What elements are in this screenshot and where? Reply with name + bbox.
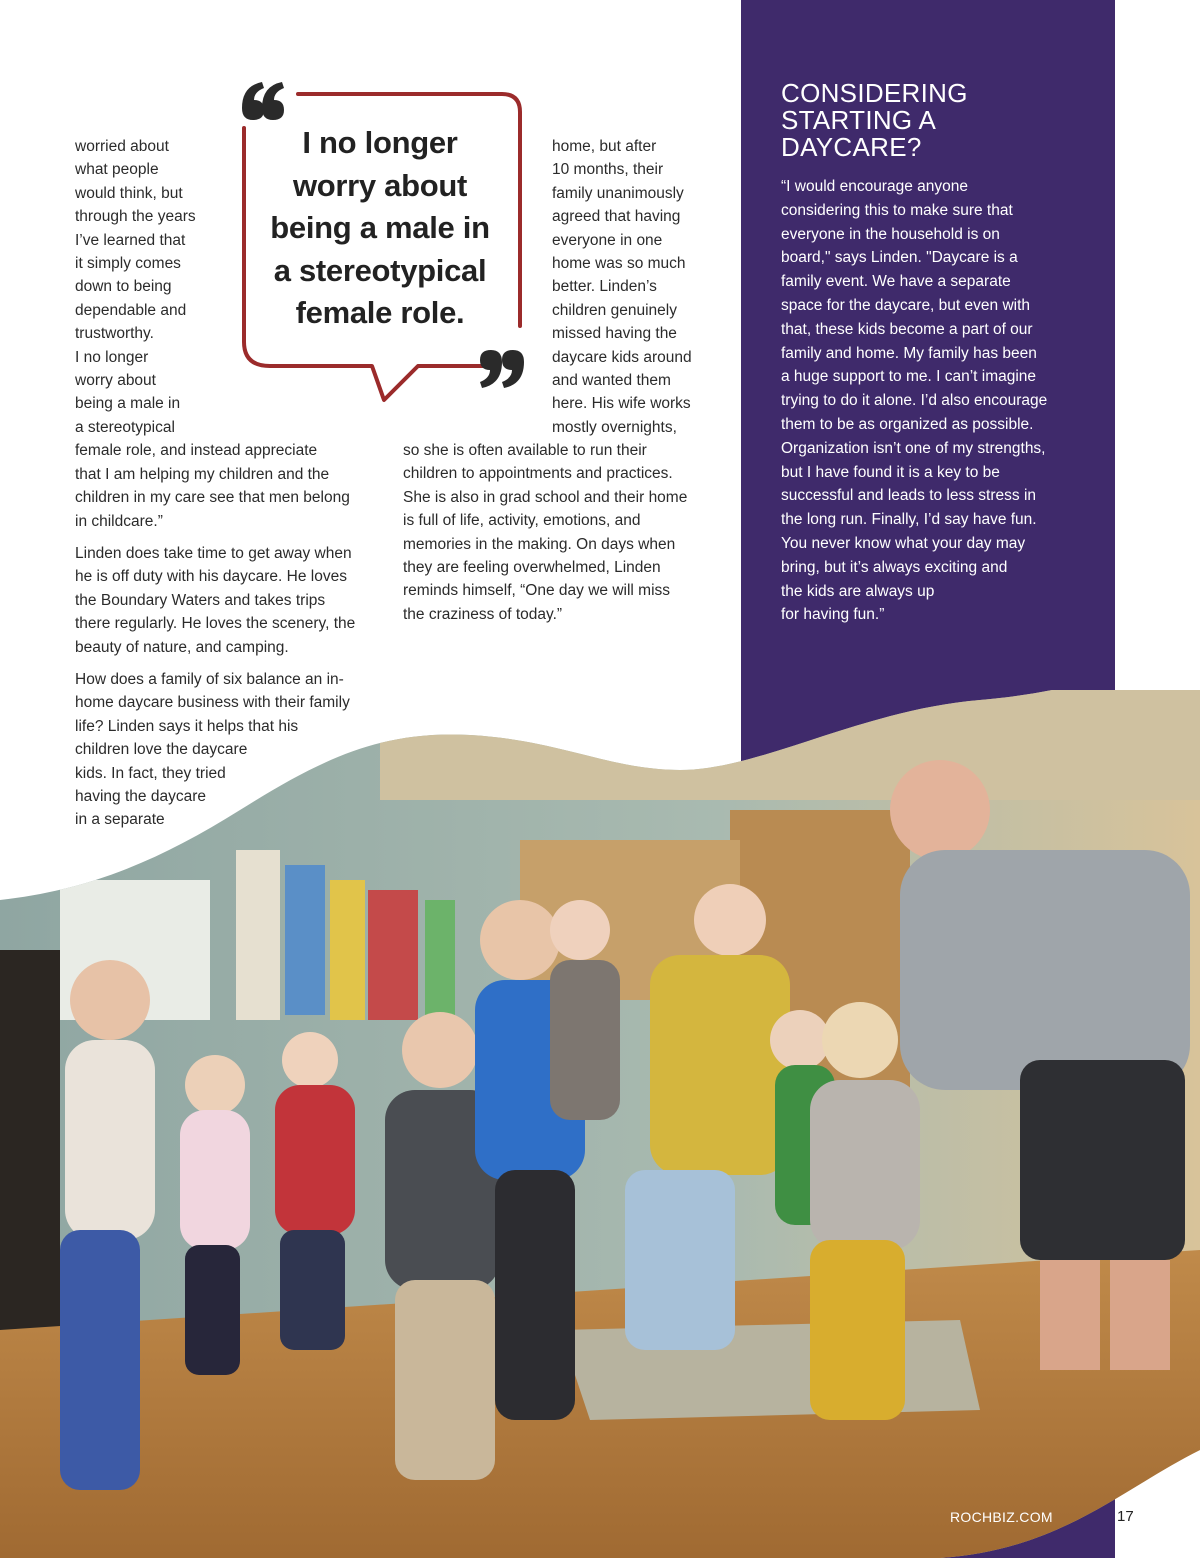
text-line: being a male in xyxy=(75,395,181,413)
text-line: children to appointments and practices. xyxy=(403,465,673,483)
text-line: there regularly. He loves the scenery, the xyxy=(75,615,356,633)
sidebar-body-line: them to be as organized as possible. xyxy=(781,415,1034,433)
pull-quote-line: a stereotypical xyxy=(273,252,487,288)
text-line: agreed that having xyxy=(552,208,681,226)
sidebar-body-line: board," says Linden. "Daycare is a xyxy=(781,249,1018,267)
sidebar-body-line: Organization isn’t one of my strengths, xyxy=(781,439,1046,457)
text-line: home, but after xyxy=(552,138,657,155)
text-line: reminds himself, “One day we will miss xyxy=(403,582,671,600)
footer-url: ROCHBIZ.COM xyxy=(950,1509,1053,1525)
text-line: in childcare.” xyxy=(75,512,163,530)
text-line: and wanted them xyxy=(552,372,671,390)
sidebar-body-line: You never know what your day may xyxy=(781,534,1026,552)
text-line: through the years xyxy=(75,208,196,226)
sidebar-body-line: the kids are always up xyxy=(781,582,935,600)
text-line: mostly overnights, xyxy=(552,418,677,436)
text-line: children genuinely xyxy=(552,301,677,319)
sidebar-body-line: space for the daycare, but even with xyxy=(781,296,1031,314)
sidebar-body-line: a huge support to me. I can’t imagine xyxy=(781,368,1037,386)
adult-figure xyxy=(550,900,620,1120)
paragraph-gap xyxy=(75,533,385,542)
text-line: he is off duty with his daycare. He loves xyxy=(75,568,347,586)
text-line: that I am helping my children and the xyxy=(75,465,330,483)
sidebar-body-line: that, these kids become a part of our xyxy=(781,320,1033,338)
sidebar-body-line: for having fun.” xyxy=(781,606,885,624)
sidebar-title xyxy=(781,80,1081,161)
text-line: children in my care see that men belong xyxy=(75,489,350,507)
pull-quote-line: worry about xyxy=(292,167,468,203)
text-line: the Boundary Waters and takes trips xyxy=(75,591,326,609)
paragraph-gap xyxy=(75,659,385,668)
sidebar-body-line: “I would encourage anyone xyxy=(781,178,968,195)
text-line: a stereotypical xyxy=(75,418,175,436)
text-line: children love the daycare xyxy=(75,741,248,759)
sidebar-body-line: the long run. Finally, I’d say have fun. xyxy=(781,511,1037,529)
text-line: beauty of nature, and camping. xyxy=(75,638,289,656)
text-line: life? Linden says it helps that his xyxy=(75,717,299,735)
sidebar-body-text xyxy=(781,175,1081,627)
sidebar-title-line: STARTING A xyxy=(781,105,937,135)
sidebar-body-line: but I have found it is a key to be xyxy=(781,463,1000,481)
sidebar-title-line: CONSIDERING xyxy=(781,78,968,108)
text-line: I’ve learned that xyxy=(75,231,186,249)
daycare-photo xyxy=(0,690,1200,1558)
text-line: home daycare business with their family xyxy=(75,694,350,712)
text-line: in a separate xyxy=(75,811,165,829)
sidebar-body-line: bring, but it’s always exciting and xyxy=(781,558,1008,576)
text-line: the craziness of today.” xyxy=(403,605,563,623)
text-line: missed having the xyxy=(552,325,677,343)
sidebar-body-line: family event. We have a separate xyxy=(781,273,1011,291)
text-line: so she is often available to run their xyxy=(403,442,647,459)
sidebar-body-line: considering this to make sure that xyxy=(781,201,1013,219)
pull-quote-text xyxy=(262,122,498,335)
text-line: memories in the making. On days when xyxy=(403,535,676,553)
text-line: family unanimously xyxy=(552,184,684,202)
text-line: 10 months, their xyxy=(552,161,664,179)
sidebar-body-line: successful and leads to less stress in xyxy=(781,487,1037,505)
sidebar-body-line: trying to do it alone. I’d also encourage xyxy=(781,392,1048,410)
page-number: 17 xyxy=(1117,1508,1134,1525)
text-line: Linden does take time to get away when xyxy=(75,544,352,562)
close-quote-icon xyxy=(480,350,524,388)
pull-quote-line: being a male in xyxy=(270,210,490,245)
text-line: daycare kids around xyxy=(552,348,692,366)
text-line: here. His wife works xyxy=(552,395,691,413)
text-line: down to being xyxy=(75,278,172,296)
text-line: dependable and xyxy=(75,301,187,319)
sidebar-title-line: DAYCARE? xyxy=(781,132,922,162)
open-quote-icon xyxy=(242,82,284,120)
sidebar-body-line: family and home. My family has been xyxy=(781,344,1037,362)
text-line: How does a family of six balance an in- xyxy=(75,670,344,688)
article-column-middle-bottom xyxy=(403,439,723,626)
pull-quote-line: female role. xyxy=(295,295,465,330)
sidebar-body-line: everyone in the household is on xyxy=(781,225,1000,243)
text-line: kids. In fact, they tried xyxy=(75,764,226,782)
pull-quote-line: I no longer xyxy=(302,125,458,160)
text-line: they are feeling overwhelmed, Linden xyxy=(403,559,661,577)
article-column-middle-top xyxy=(552,135,732,439)
text-line: I no longer xyxy=(75,348,149,366)
text-line: better. Linden’s xyxy=(552,278,657,296)
text-line: trustworthy. xyxy=(75,325,154,343)
text-line: is full of life, activity, emotions, and xyxy=(403,512,641,530)
text-line: what people xyxy=(75,161,159,179)
text-line: worry about xyxy=(75,372,156,390)
text-line: it simply comes xyxy=(75,255,181,273)
text-line: She is also in grad school and their home xyxy=(403,488,688,506)
text-line: everyone in one xyxy=(552,231,663,249)
text-line: worried about xyxy=(75,138,169,155)
text-line: home was so much xyxy=(552,255,686,273)
text-line: would think, but xyxy=(75,184,183,202)
text-line: female role, and instead appreciate xyxy=(75,442,318,460)
text-line: having the daycare xyxy=(75,787,206,805)
